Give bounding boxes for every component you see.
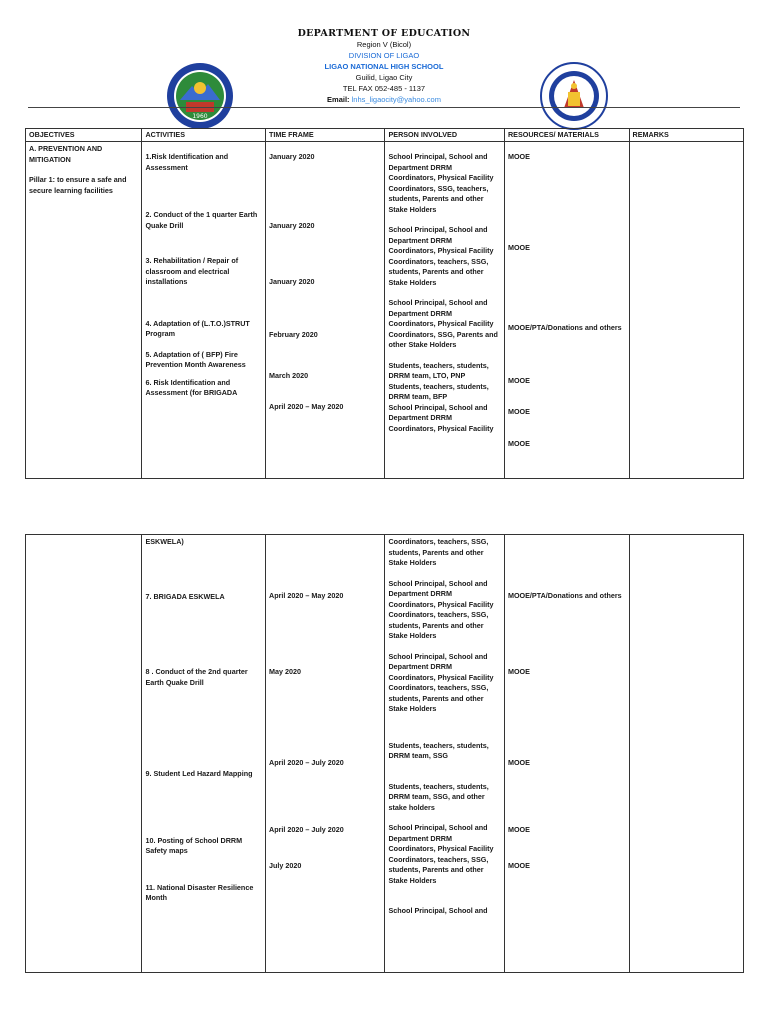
person-12: School Principal, School and (388, 906, 488, 915)
resource-8: MOOE (507, 666, 530, 676)
resource-6: MOOE (507, 438, 530, 448)
person-involved-cell (385, 142, 504, 479)
header-time-frame: TIME FRAME (266, 129, 385, 142)
document-page-1 (0, 0, 768, 493)
activities-cell (142, 142, 266, 479)
time-2: January 2020 (269, 220, 315, 230)
time-7: April 2020 – May 2020 (269, 591, 344, 600)
table-row (26, 142, 744, 479)
header-person-involved: PERSON INVOLVED (385, 129, 504, 142)
letterhead-text (234, 28, 534, 105)
activity-8: 8 . Conduct of the 2nd quarter Earth Quake Drill (145, 667, 248, 687)
activity-5: 5. Adaptation of ( BFP) Fire Prevention Month Awareness (145, 349, 246, 369)
time-8: May 2020 (269, 666, 301, 676)
remarks-cell-continued (629, 535, 743, 973)
objective-title: A. PREVENTION AND MITIGATION (29, 144, 103, 164)
activity-3: 3. Rehabilitation / Repair of classroom and electrical installations (145, 256, 239, 286)
person-5: Students, teachers, students, DRRM team, BFP (388, 381, 489, 401)
resource-3: MOOE/PTA/Donations and others (507, 323, 622, 332)
person-7: School Principal, School and Department DRRM Coordinators, Physical Facility Coordinators, teachers, SSG, students, Parents and other Stake Holders (388, 578, 494, 640)
person-10: Students, teachers, students, DRRM team, SSG, and other stake holders (388, 781, 489, 812)
resource-10: MOOE (507, 824, 530, 834)
header-remarks: REMARKS (629, 129, 743, 142)
time-4: February 2020 (269, 329, 318, 339)
person-6: School Principal, School and Department DRRM Coordinators, Physical Facility (388, 402, 494, 433)
division: DIVISION OF LIGAO (348, 51, 420, 60)
department-name: DEPARTMENT OF EDUCATION (297, 28, 471, 39)
table-row (26, 535, 744, 973)
school-seal-logo (166, 62, 234, 130)
header-activities: ACTIVITIES (142, 129, 266, 142)
telfax: TEL FAX 052-485 - 1137 (342, 84, 426, 93)
letterhead (0, 24, 768, 120)
objective-cell (26, 142, 142, 479)
email-label: Email: (327, 95, 350, 104)
person-11: School Principal, School and Department DRRM Coordinators, Physical Facility Coordinators, teachers, SSG, students, Parents and other Stake Holders (388, 823, 494, 885)
activity-6: 6. Risk Identification and Assessment (for BRIGADA (145, 377, 238, 397)
activity-4: 4. Adaptation of (L.T.O.)STRUT Program (145, 318, 250, 338)
resources-cell (504, 142, 629, 479)
header-rule (28, 107, 740, 108)
resource-11: MOOE (507, 861, 530, 870)
activity-9: 9. Student Led Hazard Mapping (145, 769, 253, 778)
table-header-row (26, 129, 744, 142)
objective-cell-continued (26, 535, 142, 973)
resource-7: MOOE/PTA/Donations and others (507, 591, 622, 600)
time-frame-cell (266, 142, 385, 479)
activities-cell-continued (142, 535, 266, 973)
time-11: July 2020 (269, 861, 302, 870)
time-frame-cell-continued (266, 535, 385, 973)
school-name: LIGAO NATIONAL HIGH SCHOOL (324, 62, 444, 71)
resource-1: MOOE (507, 152, 530, 161)
header-resources: RESOURCES/ MATERIALS (504, 129, 629, 142)
time-9: April 2020 – July 2020 (269, 758, 344, 767)
time-5: March 2020 (269, 371, 309, 380)
deped-seal-logo (540, 62, 608, 130)
activity-10: 10. Posting of School DRRM Safety maps (145, 835, 243, 855)
time-3: January 2020 (269, 277, 315, 286)
activity-2: 2. Conduct of the 1 quarter Earth Quake Drill (145, 210, 258, 230)
action-plan-table-page-2 (25, 534, 744, 973)
person-6-continued: Coordinators, teachers, SSG, students, Parents and other Stake Holders (388, 537, 489, 567)
person-9: Students, teachers, students, DRRM team, SSG (388, 740, 489, 760)
email-link[interactable]: lnhs_ligaocity@yahoo.com (351, 95, 441, 104)
activity-1: 1.Risk Identification and Assessment (145, 152, 229, 172)
header-objectives: OBJECTIVES (26, 129, 142, 142)
objective-pillar: Pillar 1: to ensure a safe and secure learning facilities (29, 175, 127, 195)
person-4: Students, teachers, students, DRRM team, LTO, PNP (388, 360, 489, 380)
activity-11: 11. National Disaster Resilience Month (145, 882, 254, 902)
resource-9: MOOE (507, 758, 530, 767)
resource-2: MOOE (507, 242, 530, 252)
time-6: April 2020 – May 2020 (269, 401, 344, 411)
person-2: School Principal, School and Department DRRM Coordinators, Physical Facility Coordinators, teachers, SSG, students, Parents and other Stake Holders (388, 225, 494, 287)
svg-text:1960: 1960 (192, 113, 208, 120)
time-1: January 2020 (269, 152, 315, 161)
resource-5: MOOE (507, 407, 530, 416)
time-10: April 2020 – July 2020 (269, 824, 344, 834)
activity-7: 7. BRIGADA ESKWELA (145, 591, 225, 601)
person-1: School Principal, School and Department DRRM Coordinators, Physical Facility Coordinators, SSG, teachers, students, Parents and other Stake Holders (388, 152, 494, 214)
person-8: School Principal, School and Department DRRM Coordinators, Physical Facility Coordinators, teachers, SSG, students, Parents and other Stake Holders (388, 651, 494, 713)
resources-cell-continued (504, 535, 629, 973)
person-3: School Principal, School and Department DRRM Coordinators, Physical Facility Coordinators, SSG, Parents and other Stake Holders (388, 298, 498, 349)
resource-4: MOOE (507, 375, 530, 385)
address: Guilid, Ligao City (355, 73, 413, 82)
activity-6-continued: ESKWELA) (145, 537, 184, 546)
person-involved-cell-continued (385, 535, 504, 973)
email-line (234, 94, 534, 105)
action-plan-table-page-1 (25, 128, 744, 479)
remarks-cell (629, 142, 743, 479)
region: Region V (Bicol) (356, 40, 412, 49)
